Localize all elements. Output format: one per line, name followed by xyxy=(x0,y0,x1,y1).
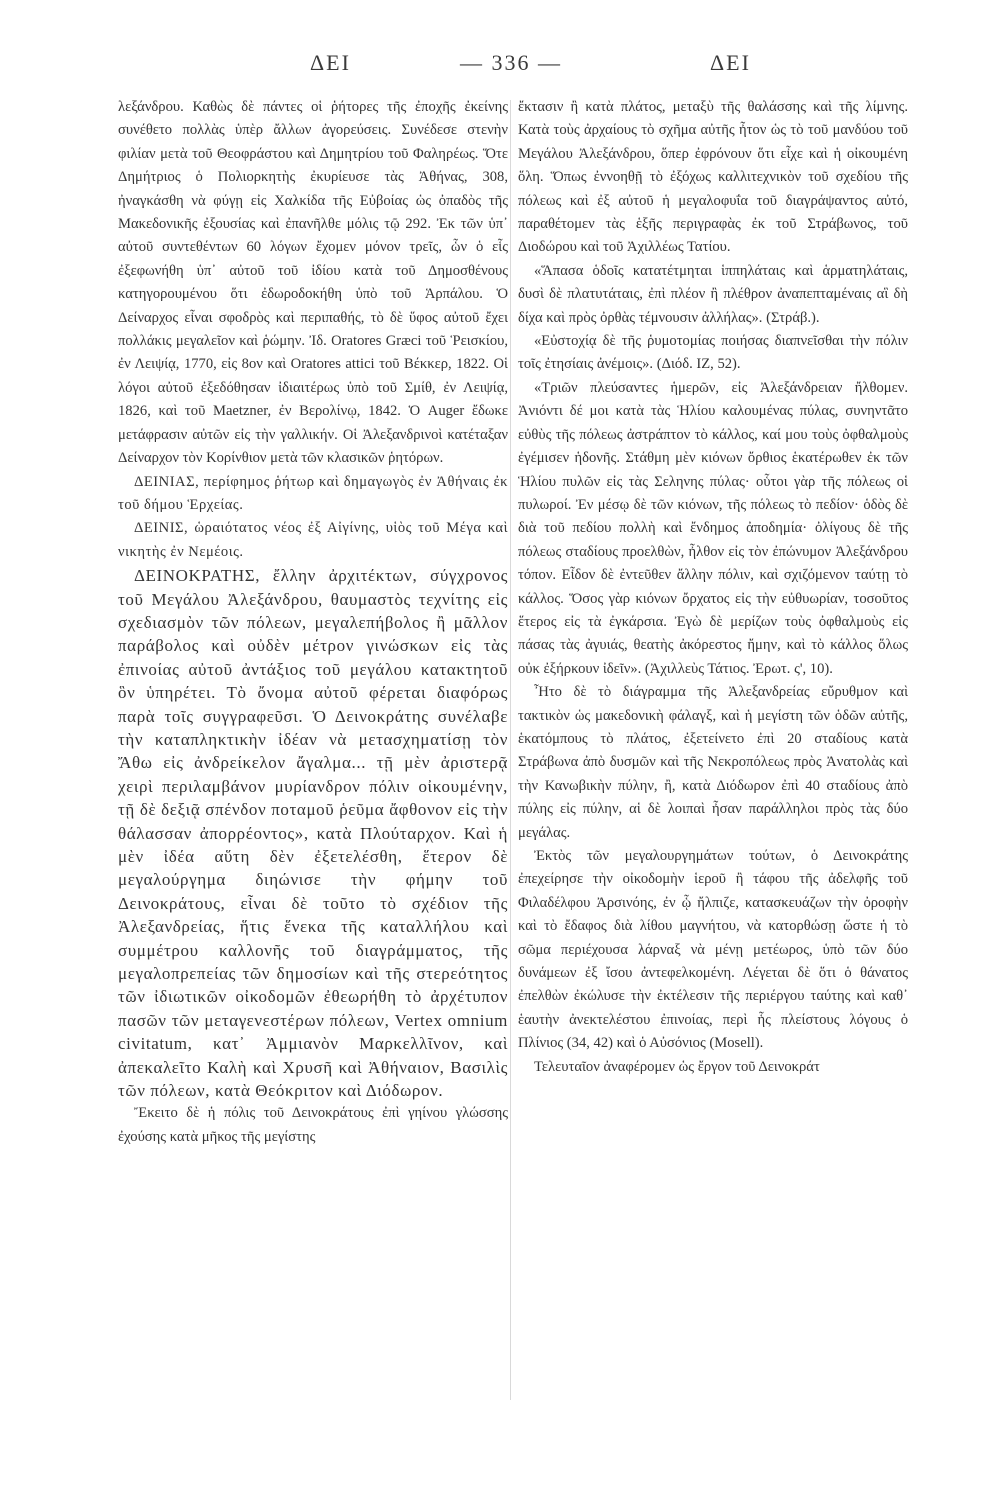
right-paragraph-5: Ἦτο δὲ τὸ διάγραμμα τῆς Ἀλεξανδρείας εὔρυθμον καὶ τακτικὸν ὡς μακεδονικὴ φάλαγξ, καὶ ἡ μεγίστη τῶν ὁδῶν αὐτῆς, ἑκατόμπους τὸ πλάτος, ἐξετείνετο ἐπὶ 20 σταδίους κατὰ Στράβωνα ἀπὸ δυσμῶν καὶ τῆς Νεκροπόλεως πρὸς Ἀνατολὰς καὶ τὴν Κανωβικὴν πύλην, ἢ, κατὰ Διόδωρον ἐπὶ 40 σταδίους ἀπὸ πύλης εἰς πύλην, αἱ δὲ λοιπαὶ ἦσαν παράλληλοι πρὸς τὰς δύο μεγάλας. xyxy=(518,684,908,841)
header-right-term: ΔΕΙ xyxy=(710,50,751,75)
entry-deinis: ΔΕΙΝΙΣ, ὡραιότατος νέος ἐξ Αἰγίνης, υἱὸς τοῦ Μέγα καὶ νικητὴς ἐν Νεμέοις. xyxy=(118,520,508,560)
left-paragraph-5: Ἔκειτο δὲ ἡ πόλις τοῦ Δεινοκράτους ἐπὶ γηίνου γλώσσης ἐχούσης κατὰ μῆκος τῆς μεγίστης xyxy=(118,1105,508,1145)
page-number: — 336 — xyxy=(460,50,562,75)
right-paragraph-6: Ἐκτὸς τῶν μεγαλουργημάτων τούτων, ὁ Δεινοκράτης ἐπεχείρησε τὴν οἰκοδομὴν ἱεροῦ ἢ τάφου τῆς ἀδελφῆς τοῦ Φιλαδέλφου Ἀρσινόης, ἐν ᾧ ἤλπιζε, κατασκευάζων τὴν ὀροφὴν καὶ τὸ ἔδαφος διὰ λίθου μαγνήτου, νὰ κατορθώσῃ ὥστε ἡ τὸ σῶμα περιέχουσα λάρναξ νὰ μένῃ μετέωρος, ὑπὸ τῶν δύο δυνάμεων ἐξ ἴσου ἀντεφελκομένη. Λέγεται δὲ ὅτι ὁ θάνατος ἐπελθὼν ἐκώλυσε τὴν ἐκτέλεσιν τῆς περιέργου ταύτης καὶ καθ᾽ ἑαυτὴν ἀνεκτελέστου ἐπινοίας, περὶ ἧς πλείστους λόγους ὁ Πλίνιος (34, 42) καὶ ὁ Αὐσόνιος (Mosell). xyxy=(518,848,908,1052)
header-left-term: ΔΕΙ xyxy=(310,50,351,75)
right-paragraph-1: ἔκτασιν ἢ κατὰ πλάτος, μεταξὺ τῆς θαλάσσης καὶ τῆς λίμνης. Κατὰ τοὺς ἀρχαίους τὸ σχῆμα αὐτῆς ἦτον ὡς τὸ τοῦ μανδύου τοῦ Μεγάλου Ἀλεξάνδρου, ὅπερ ἐφρόνουν ὅτι εἶχε καὶ ἡ οἰκουμένη ὅλη. Ὅπως ἐννοηθῇ τὸ ἐξόχως καλλιτεχνικὸν τοῦ σχεδίου τῆς πόλεως καὶ ἐξ αὐτοῦ ἡ μεγαλοφυΐα τοῦ διαγράψαντος αὐτό, παραθέτομεν τὰς ἑξῆς περιγραφὰς ἐκ τοῦ Στράβωνος, τοῦ Διοδώρου καὶ τοῦ Ἀχιλλέως Τατίου. xyxy=(518,99,908,256)
right-paragraph-4: «Τριῶν πλεύσαντες ἡμερῶν, εἰς Ἀλεξάνδρειαν ἤλθομεν. Ἀνιόντι δέ μοι κατὰ τὰς Ἡλίου καλουμένας πύλας, συνηντᾶτο εὐθὺς τῆς πόλεως ἀστράπτον τὸ κάλλος, καί μου τοὺς ὀφθαλμοὺς ἐγέμισεν ἡδονῆς. Στάθμη μὲν κιόνων ὄρθιος ἑκατέρωθεν ἐκ τῶν Ἡλίου πυλῶν εἰς τὰς Σεληνης πύλας· οὗτοι γὰρ τῆς πόλεως οἱ πυλωροί. Ἐν μέσῳ δὲ τῶν κιόνων, τῆς πόλεως τὸ πεδίον· ὁδὸς δὲ διὰ τοῦ πεδίου πολλὴ καὶ ἔνδημος ἀποδημία· ὀλίγους δὲ τῆς πόλεως σταδίους προελθὼν, ἦλθον εἰς τὸν ἐπώνυμον Ἀλεξάνδρου τόπον. Εἶδον δὲ ἐντεῦθεν ἄλλην πόλιν, καὶ σχιζόμενον ταύτῃ τὸ κάλλος. Ὅσος γὰρ κιόνων ὄρχατος εἰς τὴν εὐθυωρίαν, τοσοῦτος ἕτερος εἰς τὰ ἐγκάρσια. Ἐγὼ δὲ μερίζων τοὺς ὀφθαλμοὺς εἰς πάσας τὰς ἀγυιάς, θεατὴς ἀκόρεστος ἤμην, καὶ τὸ κάλλος ὅλως οὐκ ἐξήρκουν ἰδεῖν». (Ἀχιλλεὺς Τάτιος. Ἐρωτ. ς', 10). xyxy=(518,379,908,677)
running-header xyxy=(120,50,880,86)
entry-deinokrates: ΔΕΙΝΟΚΡΑΤΗΣ, ἔλλην ἀρχιτέκτων, σύγχρονος τοῦ Μεγάλου Ἀλεξάνδρου, θαυμαστὸς τεχνίτης εἰς σχεδιασμὸν τῶν πόλεων, μεγαλεπήβολος ἢ μᾶλλον παράβολος καὶ οὐδὲν μέτρον γινώσκων εἰς τὰς ἐπινοίας αὐτοῦ ἀντάξιος τοῦ μεγάλου κατακτητοῦ ὃν ὑπηρέτει. Τὸ ὄνομα αὐτοῦ φέρεται διαφόρως παρὰ τοῖς συγγραφεῦσι. Ὁ Δεινοκράτης συνέλαβε τὴν καταπληκτικὴν ἰδέαν νὰ μετασχηματίσῃ τὸν Ἄθω εἰς ἀνδρείκελον ἄγαλμα... τῇ μὲν ἀριστερᾷ χειρὶ περιλαμβάνον μυρίανδρον πόλιν οἰκουμένην, τῇ δὲ δεξιᾷ σπένδον ποταμοῦ ῥεῦμα ἄφθονον εἰς τὴν θάλασσαν ἀπορρέοντος», κατὰ Πλούταρχον. Καὶ ἡ μὲν ἰδέα αὕτη δὲν ἐξετελέσθη, ἕτερον δὲ μεγαλούργημα διηώνισε τὴν φήμην τοῦ Δεινοκράτους, εἶναι δὲ τοῦτο τὸ σχέδιον τῆς Ἀλεξανδρείας, ἥτις ἕνεκα τῆς καταλλήλου καὶ συμμέτρου καλλονῆς τοῦ διαγράμματος, τῆς μεγαλοπρεπείας τῶν δημοσίων καὶ τῆς στερεότητος τῶν ἰδιωτικῶν οἰκοδομῶν ἐθεωρήθη τὸ ἀρχέτυπον πασῶν τῶν μεταγενεστέρων πόλεων, Vertex omnium civitatum, κατ᾽ Ἀμμιανὸν Μαρκελλῖνον, καὶ ἀπεκαλεῖτο Καλὴ καὶ Χρυσῆ καὶ Ἀθήναιον, Βασιλὶς τῶν πόλεων, κατὰ Θεόκριτον καὶ Διόδωρον. xyxy=(118,566,508,1101)
column-divider xyxy=(510,100,511,1400)
right-paragraph-2: «Ἅπασα ὁδοῖς κατατέτμηται ἱππηλάταις καὶ ἁρματηλάταις, δυσὶ δὲ πλατυτάταις, ἐπὶ πλέον ἢ πλέθρον ἀναπεπταμέναις αἳ δὴ δίχα καὶ πρὸς ὀρθὰς τέμνουσιν ἀλλήλας». (Στράβ.). xyxy=(518,262,908,326)
entry-deinias: ΔΕΙΝΙΑΣ, περίφημος ῥήτωρ καὶ δημαγωγὸς ἐν Ἀθήναις ἐκ τοῦ δήμου Ἑρχείας. xyxy=(118,473,508,513)
right-paragraph-3: «Εὐστοχίᾳ δὲ τῆς ῥυμοτομίας ποιήσας διαπνεῖσθαι τὴν πόλιν τοῖς ἐτησίαις ἀνέμοις». (Διόδ. ΙΖ, 52). xyxy=(518,333,908,373)
right-paragraph-7: Τελευταῖον ἀναφέρομεν ὡς ἔργον τοῦ Δεινοκράτ xyxy=(534,1058,820,1075)
left-paragraph-1: λεξάνδρου. Καθὼς δὲ πάντες οἱ ῥήτορες τῆς ἐποχῆς ἐκείνης συνέθετο πολλὰς ὑπὲρ ἄλλων ἀγορεύσεις. Συνέδεσε στενὴν φιλίαν μετὰ τοῦ Θεοφράστου καὶ Δημητρίου τοῦ Φαληρέως. Ὅτε Δημήτριος ὁ Πολιορκητὴς ἐκυρίευσε τὰς Ἀθήνας, 308, ἠναγκάσθη νὰ φύγῃ εἰς Χαλκίδα τῆς Εὐβοίας ὡς ὀπαδὸς τῆς Μακεδονικῆς ἐξουσίας καὶ ἐπανῆλθε μόλις τῷ 292. Ἐκ τῶν ὑπ᾽ αὐτοῦ συντεθέντων 60 λόγων ἔχομεν μόνον τρεῖς, ὧν ὁ εἷς ἐξεφωνήθη ὑπ᾽ αὐτοῦ τοῦ ἰδίου κατὰ τοῦ Δημοσθένους κατηγορουμένου ὅτι ἐδωροδοκήθη ὑπὸ τοῦ Ἁρπάλου. Ὁ Δείναρχος εἶναι σφοδρὸς καὶ περιπαθής, τὸ δὲ ὕφος αὐτοῦ ἔχει πολλάκις μεγαλεῖον καὶ ῥώμην. Ἰδ. Oratores Græci τοῦ Ῥεισκίου, ἐν Λειψίᾳ, 1770, εἰς 8ον καὶ Oratores attici τοῦ Βέκκερ, 1822. Οἱ λόγοι αὐτοῦ ἐξεδόθησαν ἰδιαιτέρως ὑπὸ τοῦ Σμίθ, ἐν Λειψίᾳ, 1826, καὶ τοῦ Maetzner, ἐν Βερολίνῳ, 1842. Ὁ Auger ἔδωκε μετάφρασιν αὐτῶν εἰς τὴν γαλλικήν. Οἱ Ἀλεξανδρινοὶ κατέταξαν Δείναρχον τὸν Κορίνθιον μετὰ τῶν κλασικῶν ῥητόρων. xyxy=(118,99,508,467)
left-column xyxy=(118,96,508,1149)
right-column xyxy=(518,96,908,1079)
